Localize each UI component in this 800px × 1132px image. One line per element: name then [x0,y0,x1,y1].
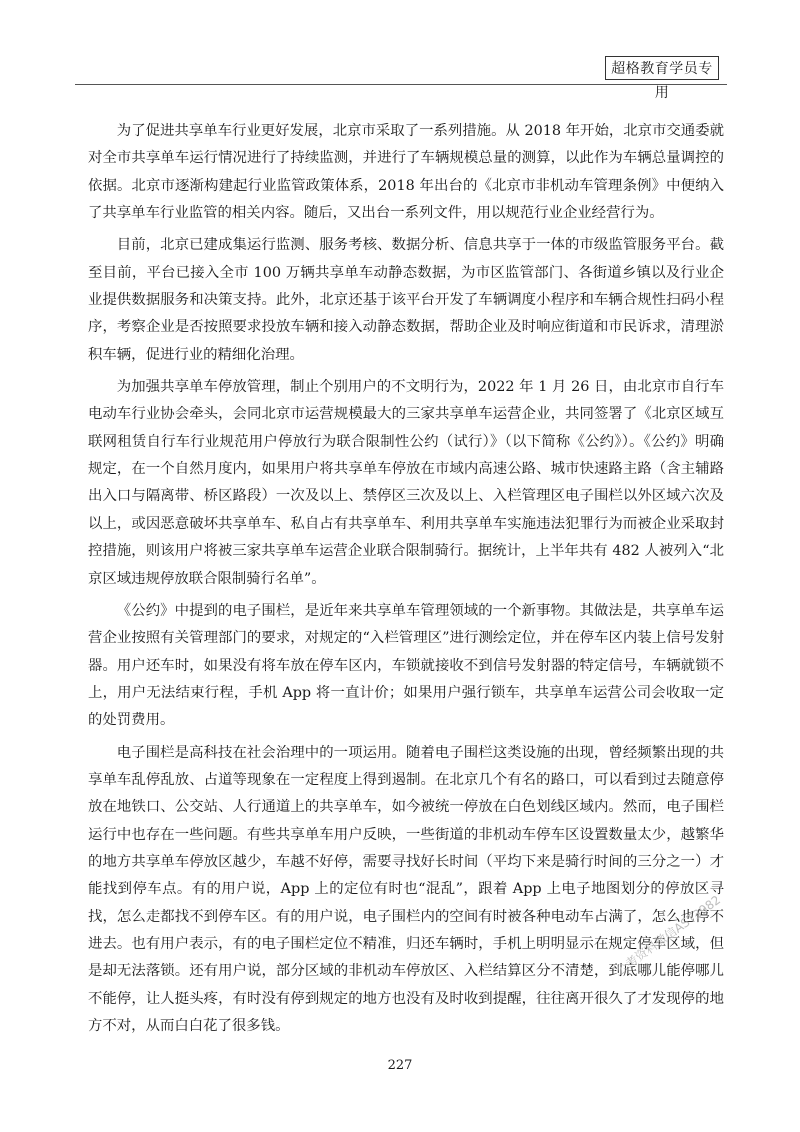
paragraph-1: 为了促进共享单车行业更好发展，北京市采取了一系列措施。从 2018 年开始，北京市交通委就对全市共享单车运行情况进行了持续监测，并进行了车辆规模总量的测算，以此作为车辆总量调控的依据。北京市逐渐构建起行业监管政策体系，2018 年出台的《北京市非机动车管理条例》中便纳入了共享单车行业监管的相关内容。随后，又出台一系列文件，用以规范行业企业经营行为。 [88,123,724,222]
article-body [88,118,724,1045]
paragraph-5: 电子围栏是高科技在社会治理中的一项运用。随着电子围栏这类设施的出现，曾经频繁出现的共享单车乱停乱放、占道等现象在一定程度上得到遏制。在北京几个有名的路口，可以看到过去随意停放在地铁口、公交站、人行通道上的共享单车，如今被统一停放在白色划线区域内。然而，电子围栏运行中也存在一些问题。有些共享单车用户反映，一些街道的非机动车停车区设置数量太少，越繁华的地方共享单车停放区越少，车越不好停，需要寻找好长时间（平均下来是骑行时间的三分之一）才能找到停车点。有的用户说，App 上的定位有时也“混乱”，跟着 App 上电子地图划分的停放区寻找，怎么走都找不到停车区。有的用户说，电子围栏内的空间有时被各种电动车占满了，怎么也停不进去。也有用户表示，有的电子围栏定位不精准，归还车辆时，手机上明明显示在规定停车区域，但是却无法落锁。还有用户说，部分区域的非机动车停放区、入栏结算区分不清楚，到底哪儿能停哪儿不能停，让人挺头疼，有时没有停到规定的地方也没有及时收到提醒，往往离开很久了才发现停的地方不对，从而白白花了很多钱。 [88,744,724,1034]
paragraph-2: 目前，北京已建成集运行监测、服务考核、数据分析、信息共享于一体的市级监管服务平台。截至目前，平台已接入全市 100 万辆共享单车动静态数据，为市区监管部门、各街道乡镇以及行业企业提供数据服务和决策支持。此外，北京还基于该平台开发了车辆调度小程序和车辆合规性扫码小程序，考察企业是否按照要求投放车辆和接入动静态数据，帮助企业及时响应街道和市民诉求，清理淤积车辆，促进行业的精细化治理。 [88,237,724,363]
paragraph-4: 《公约》中提到的电子围栏，是近年来共享单车管理领域的一个新事物。其做法是，共享单车运营企业按照有关管理部门的要求，对规定的“入栏管理区”进行测绘定位，并在停车区内装上信号发射器。用户还车时，如果没有将车放在停车区内，车锁就接收不到信号发射器的特定信号，车辆就锁不上，用户无法结束行程，手机 App 将一直计价；如果用户强行锁车，共享单车运营公司会收取一定的处罚费用。 [88,602,724,729]
page-number: 227 [387,1058,413,1073]
header-divider [75,84,727,85]
paragraph-3: 为加强共享单车停放管理，制止个别用户的不文明行为，2022 年 1 月 26 日，由北京市自行车电动车行业协会牵头，会同北京市运营规模最大的三家共享单车运营企业，共同签署了《北京区域互联网租赁自行车行业规范用户停放行为联合限制性公约（试行）》（以下简称《公约》）。《公约》明确规定，在一个自然月度内，如果用户将共享单车停放在市域内高速公路、城市快速路主路（含主辅路出入口与隔离带、桥区路段）一次及以上、禁停区三次及以上、入栏管理区电子围栏以外区域六次及以上，或因恶意破坏共享单车、私自占有共享单车、利用共享单车实施违法犯罪行为而被企业采取封控措施，则该用户将被三家共享单车运营企业联合限制骑行。据统计，上半年共有 482 人被列入“北京区域违规停放联合限制骑行名单”。 [88,379,724,587]
header-tag: 超格教育学员专用 [605,56,719,80]
watermark: 公考资料微信AST3982 [613,892,724,978]
